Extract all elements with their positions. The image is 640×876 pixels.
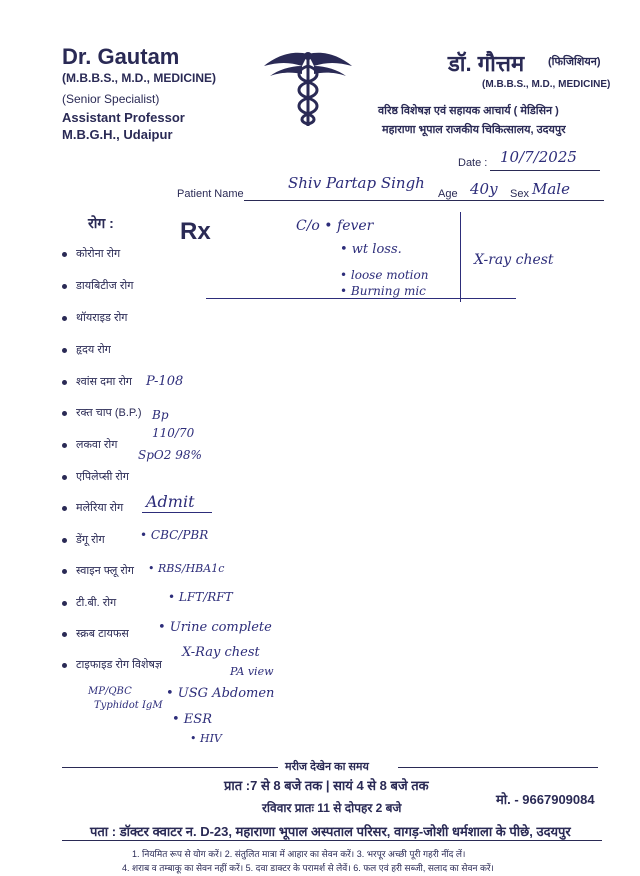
complaint-line: • loose motion [340, 268, 429, 282]
investigation-item: • RBS/HBA1c [148, 562, 225, 575]
complaint-line: • Burning mic [340, 284, 426, 298]
disease-item: कोरोना रोग [62, 246, 120, 261]
disease-item: हृदय रोग [62, 342, 111, 357]
disease-item: रक्त चाप (B.P.) [62, 405, 142, 420]
investigation-item: • HIV [190, 732, 222, 745]
disease-item: स्क्रब टायफस [62, 626, 129, 641]
disease-item: थॉयराइड रोग [62, 310, 128, 325]
investigation-item: • ESR [172, 712, 212, 727]
sex-label: Sex [510, 188, 529, 200]
disease-item: डेंगू रोग [62, 532, 105, 547]
side-note: Typhidot IgM [94, 700, 163, 711]
caduceus-icon [262, 48, 354, 133]
bracket-line [460, 212, 461, 302]
spo2-value: SpO2 98% [138, 448, 202, 462]
advice-line: 4. शराब व तम्बाकू का सेवन नहीं करें। 5. दवा डाक्टर के परामर्श से लेवें। 6. फल एवं हरी सब्जी, सलाद का सेवन करें। [122, 863, 494, 873]
sex-value: Male [532, 180, 570, 198]
institution-en: M.B.G.H., Udaipur [62, 127, 173, 142]
investigation-item: X-Ray chest [182, 645, 260, 660]
investigation-item: • CBC/PBR [140, 528, 209, 542]
address: पता : डॉक्टर क्वाटर न. D-23, महाराणा भूपाल अस्पताल परिसर, वागड़-जोशी धर्मशाला के पीछे, उदयपुर [90, 824, 571, 839]
age-value: 40y [470, 180, 498, 198]
investigation-item: • USG Abdomen [166, 686, 275, 701]
investigation-item: • LFT/RFT [168, 590, 233, 604]
rx-symbol: Rx [180, 218, 211, 245]
sunday-timings: रविवार प्रातः 11 से दोपहर 2 बजे [262, 801, 402, 815]
date-value: 10/7/2025 [500, 148, 577, 166]
role-en: (Senior Specialist) [62, 92, 160, 106]
visiting-timings: प्रात :7 से 8 बजे तक | सायं 4 से 8 बजे तक [224, 778, 429, 793]
disease-item: एपिलेप्सी रोग [62, 469, 129, 484]
bp-value: Bp 110/70 [152, 408, 195, 440]
disease-item: टी.बी. रोग [62, 595, 116, 610]
pa-note: PA view [230, 665, 274, 678]
doctor-name-en: Dr. Gautam [62, 44, 180, 69]
advice-line: 1. नियमित रूप से योग करें। 2. संतुलित मात्रा में आहार का सेवन करें। 3. भरपूर अच्छी पूरी गहरी नींद लें। [132, 849, 466, 859]
patient-name-value: Shiv Partap Singh [288, 174, 425, 192]
disease-item: श्वांस दमा रोग [62, 374, 132, 389]
mobile-number: मो. - 9667909084 [496, 792, 595, 807]
specialty-hi: (फिजिशियन) [548, 56, 601, 68]
rog-heading: रोग : [88, 215, 114, 231]
xray-note: X-ray chest [474, 252, 554, 268]
disease-item: टाइफाइड रोग विशेषज्ञ [62, 657, 162, 672]
doctor-name-hi: डॉ. गौत्तम [448, 51, 525, 76]
disease-item: लकवा रोग [62, 437, 117, 452]
visiting-hours-title: मरीज देखेन का समय [285, 761, 369, 773]
disease-item: स्वाइन फ्लू रोग [62, 563, 134, 578]
post-en: Assistant Professor [62, 110, 185, 125]
disease-item: डायबिटीज रोग [62, 278, 133, 293]
pulse-value: P-108 [146, 374, 184, 389]
degrees-en: (M.B.B.S., M.D., MEDICINE) [62, 71, 216, 85]
institution-hi: महाराणा भूपाल राजकीय चिकित्सालय, उदयपुर [382, 124, 566, 136]
title-hi: वरिष्ठ विशेषज्ञ एवं सहायक आचार्य ( मेडिसिन ) [378, 105, 559, 117]
side-note: MP/QBC [88, 686, 132, 697]
investigation-item: • Urine complete [158, 620, 272, 635]
complaint-line: C/o • fever [296, 218, 374, 234]
patient-name-label: Patient Name [177, 188, 244, 200]
complaint-line: • wt loss. [340, 242, 402, 257]
admit-note: Admit [146, 492, 195, 511]
degrees-hi: (M.B.B.S., M.D., MEDICINE) [482, 79, 611, 90]
age-label: Age [438, 188, 458, 200]
disease-item: मलेरिया रोग [62, 500, 123, 515]
date-label: Date : [458, 157, 488, 169]
